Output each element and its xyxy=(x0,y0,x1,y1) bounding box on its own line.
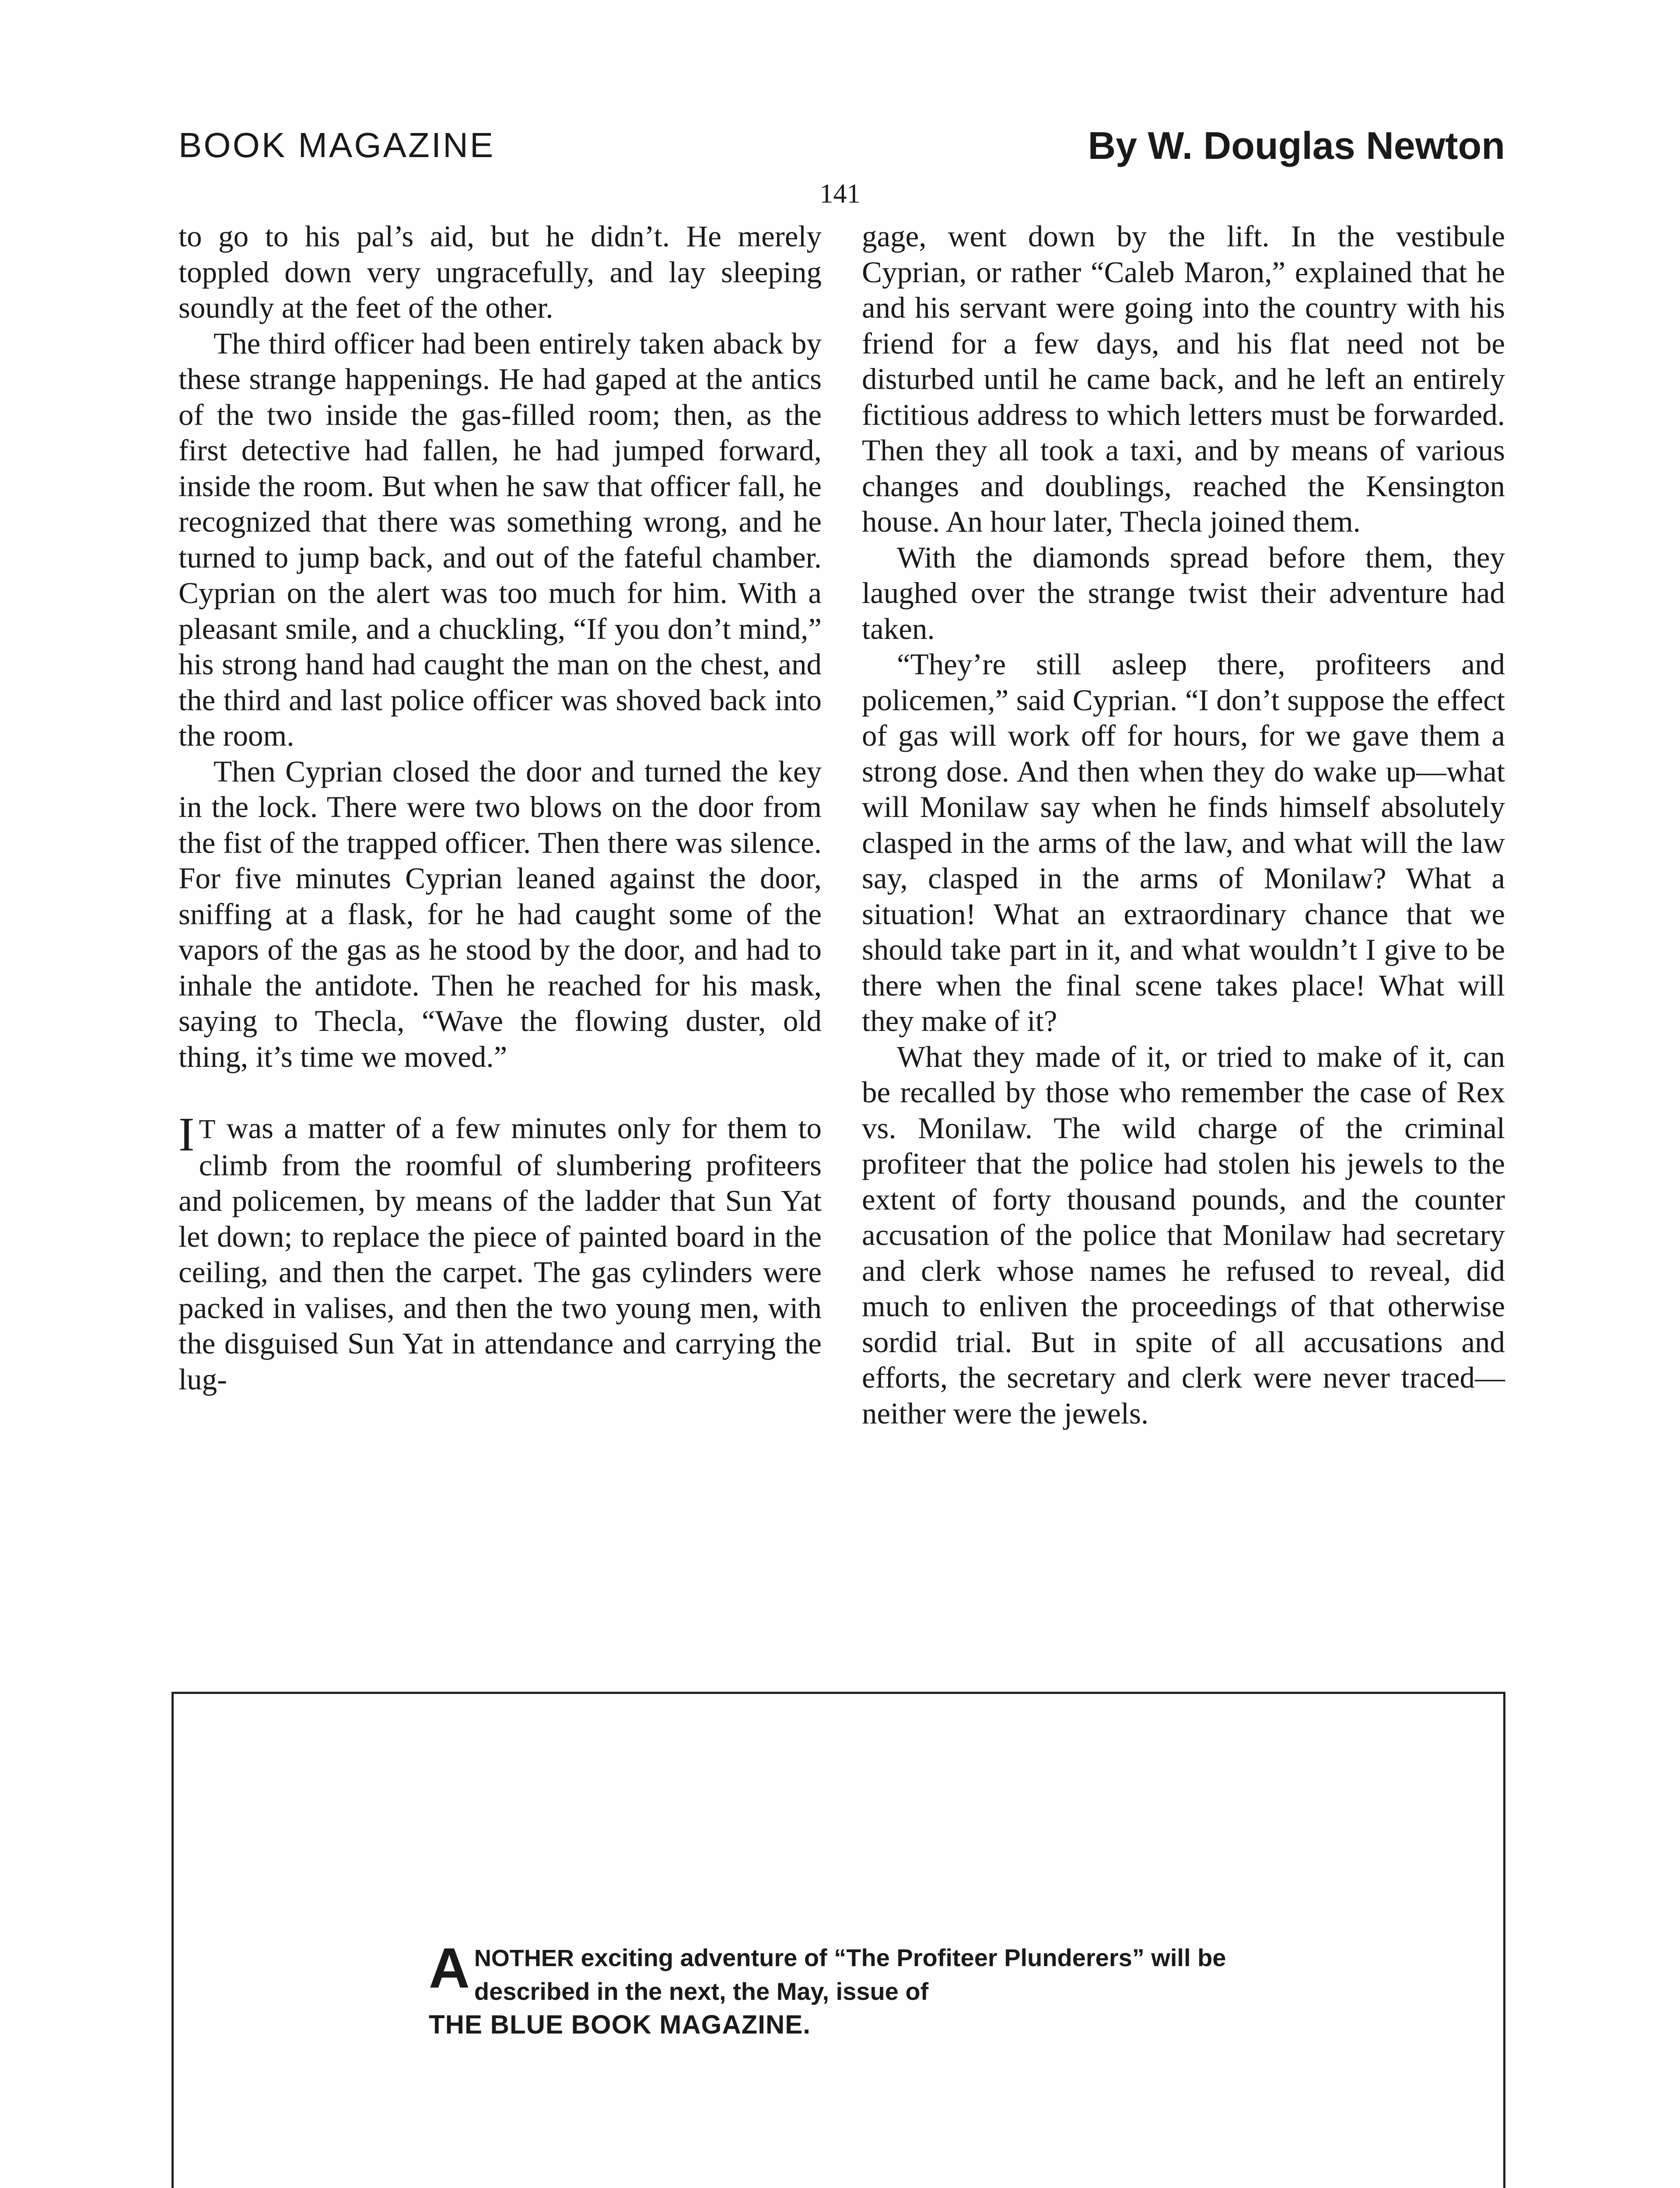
running-head-magazine: BOOK MAGAZINE xyxy=(178,126,495,165)
drop-cap: I xyxy=(178,1108,195,1161)
running-head-author: By W. Douglas Newton xyxy=(1088,124,1505,167)
next-issue-notice xyxy=(429,1936,1286,2041)
lead-caps: T xyxy=(199,1115,216,1144)
paragraph: The third officer had been entirely taken aback by these strange happenings. He had gaped at the antics of the two inside the gas-filled room; then, as the first detective had fallen, he had jumped forward, inside the room. But when he saw that officer fall, he recognized that there was something wrong, and he turned to jump back, and out of the fateful chamber. Cyprian on the alert was too much for him. With a pleasant smile, and a chuckling, “If you don’t mind,” his strong hand had caught the man on the chest, and the third and last police officer was shoved back into the room. xyxy=(178,326,822,752)
notice-magazine-title: THE BLUE BOOK MAGAZINE. xyxy=(429,2010,811,2039)
page-number: 141 xyxy=(819,179,861,209)
paragraph: “They’re still asleep there, profiteers and policemen,” said Cyprian. “I don’t suppose the effect of gas will work off for hours, for we gave them a strong dose. And then when they do wake up—what will Monilaw say when he finds himself absolutely clasped in the arms of the law, and what will the law say, clasped in the arms of Monilaw? What a situation! What an extraordinary chance that we should take part in it, and what wouldn’t I give to be there when the final scene takes place! What will they make of it? xyxy=(862,648,1505,1038)
paragraph: gage, went down by the lift. In the vestibule Cyprian, or rather “Caleb Maron,” explained that he and his servant were going into the country with his friend for a few days, and his flat need not be disturbed until he came back, and he left an entirely fictitious address to which letters must be forwarded. Then they all took a taxi, and by means of various changes and doublings, reached the Kensington house. An hour later, Thecla joined them. xyxy=(862,220,1505,538)
left-column xyxy=(178,219,822,1397)
right-column xyxy=(862,219,1505,1431)
section-opening-paragraph xyxy=(178,1108,822,1397)
paragraph-text: was a matter of a few minutes only for them to climb from the roomful of slumbering profiteers and policemen, by means of the ladder that Sun Yat let down; to replace the piece of painted board in the ceiling, and then the carpet. The gas cylinders were packed in valises, and then the two young men, with the disguised Sun Yat in attendance and carrying the lug- xyxy=(178,1112,822,1396)
paragraph: Then Cyprian closed the door and turned the key in the lock. There were two blows on the door from the fist of the trapped officer. Then there was silence. For five minutes Cyprian leaned against the door, sniffing at a flask, for he had caught some of the vapors of the gas as he stood by the door, and had to inhale the antidote. Then he reached for his mask, saying to Thecla, “Wave the flowing duster, old thing, it’s time we moved.” xyxy=(178,754,822,1073)
notice-text: exciting adventure of “The Profiteer Plunderers” will be described in the next, the May, issue of xyxy=(474,1944,1226,2005)
notice-lead-caps: NOTHER xyxy=(474,1945,574,1971)
paragraph: to go to his pal’s aid, but he didn’t. He merely toppled down very ungracefully, and lay sleeping soundly at the feet of the other. xyxy=(178,220,822,324)
paragraph: With the diamonds spread before them, they laughed over the strange twist their adventure had taken. xyxy=(862,540,1505,645)
paragraph: What they made of it, or tried to make of it, can be recalled by those who remember the case of Rex vs. Monilaw. The wild charge of the criminal profiteer that the police had stolen his jewels to the extent of forty thousand pounds, and the counter accusation of the police that Monilaw had secretary and clerk whose names he refused to reveal, did much to enliven the proceedings of that otherwise sordid trial. But in spite of all accusations and efforts, the secretary and clerk were never traced—neither were the jewels. xyxy=(862,1040,1505,1430)
notice-drop-cap: A xyxy=(429,1936,470,2000)
next-issue-notice-box xyxy=(172,1692,1505,2188)
